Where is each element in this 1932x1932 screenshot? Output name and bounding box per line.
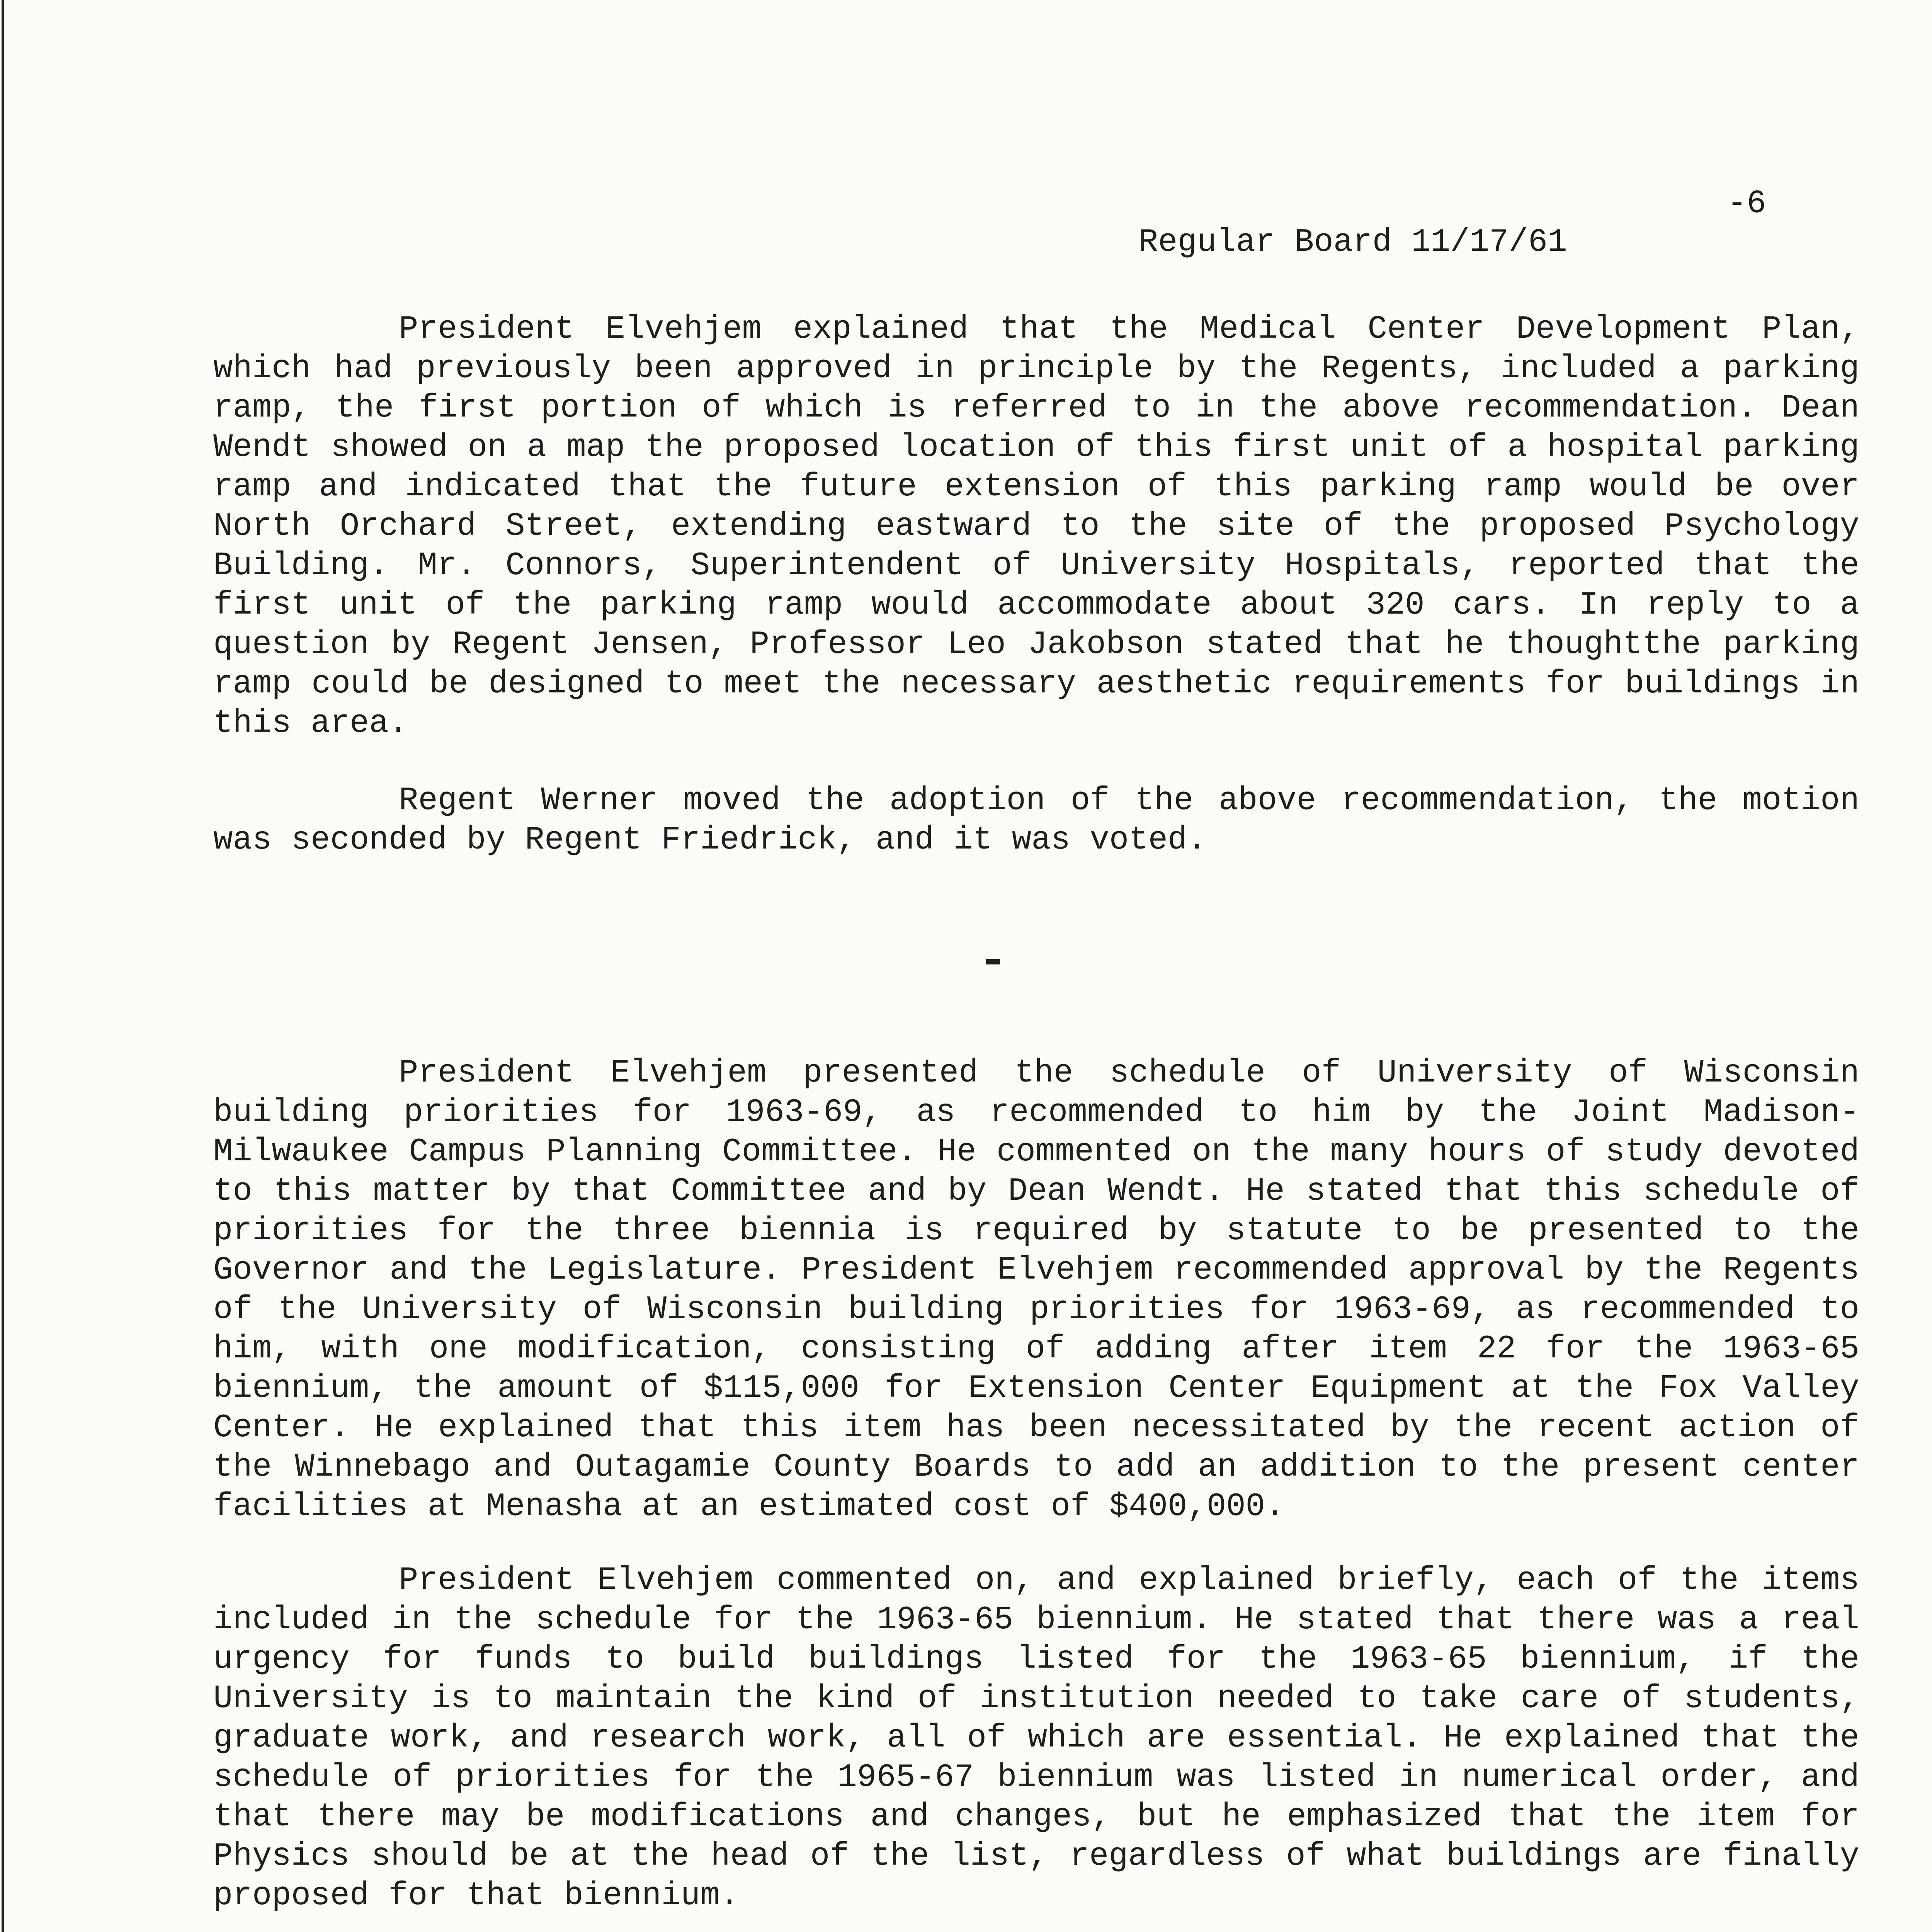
scan-left-edge	[2, 0, 4, 1932]
paragraph-biennium-items: President Elvehjem commented on, and explained briefly, each of the items included in the schedule for the 1963-65 biennium. He stated that there was a real urgency for funds to build buildings listed for the 1963-65 biennium, if the University is to maintain the kind of institution needed to take care of students, graduate work, and research work, all of which are essential. He explained that the schedule of priorities for the 1965-67 biennium was listed in numerical order, and that there may be modifications and changes, but he emphasized that the item for Physics should be at the head of the list, regardless of what buildings are finally proposed for that biennium.	[213, 1562, 1859, 1914]
section-separator	[986, 959, 1000, 964]
header-title: Regular Board 11/17/61	[1138, 224, 1567, 261]
paragraph-motion-voted: Regent Werner moved the adoption of the above recommendation, the motion was seconded by Regent Friedrick, and it was voted.	[213, 782, 1859, 859]
paragraph-parking-ramp: President Elvehjem explained that the Medical Center Development Plan, which had previously been approved in principle by the Regents, included a parking ramp, the first portion of which is referred to in the above recommendation. Dean Wendt showed on a map the proposed location of this first unit of a hospital parking ramp and indicated that the future extension of this parking ramp would be over North Orchard Street, extending eastward to the site of the proposed Psychology Building. Mr. Connors, Superintendent of University Hospitals, reported that the first unit of the parking ramp would accommodate about 320 cars. In reply to a question by Regent Jensen, Professor Leo Jakobson stated that he thoughtthe parking ramp could be designed to meet the necessary aesthetic requirements for buildings in this area.	[213, 311, 1859, 742]
header-page-ref: -6	[1727, 185, 1766, 222]
paragraph-building-priorities: President Elvehjem presented the schedule of University of Wisconsin building priorities for 1963-69, as recommended to him by the Joint Madison-Milwaukee Campus Planning Committee. He commented on the many hours of study devoted to this matter by that Committee and by Dean Wendt. He stated that this schedule of priorities for the three biennia is required by statute to be presented to the Governor and the Legislature. President Elvehjem recommended approval by the Regents of the University of Wisconsin building priorities for 1963-69, as recommended to him, with one modification, consisting of adding after item 22 for the 1963-65 biennium, the amount of $115,000 for Extension Center Equipment at the Fox Valley Center. He explained that this item has been necessitated by the recent action of the Winnebago and Outagamie County Boards to add an addition to the present center facilities at Menasha at an estimated cost of $400,000.	[213, 1055, 1859, 1525]
